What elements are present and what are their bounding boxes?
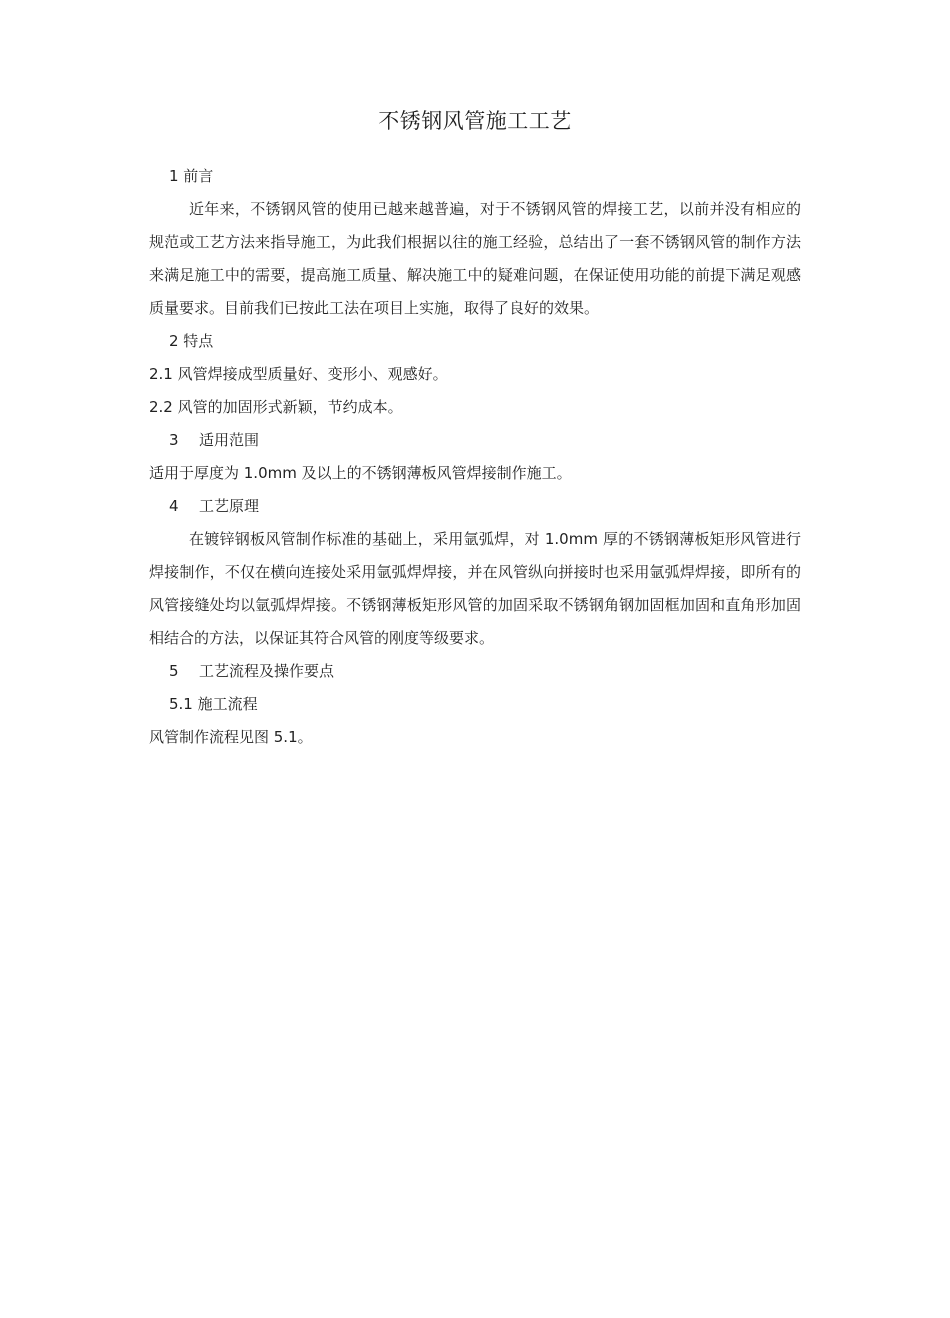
section-4-heading	[149, 490, 801, 523]
section-5-1-paragraph: 风管制作流程见图 5.1。	[149, 728, 313, 746]
section-3-title: 适用范围	[199, 431, 260, 449]
section-3-number: 3	[169, 431, 179, 449]
section-2-item-1: 2.1 风管焊接成型质量好、变形小、观感好。	[149, 365, 448, 383]
section-5-title: 工艺流程及操作要点	[199, 662, 335, 680]
section-4-paragraph: 在镀锌钢板风管制作标准的基础上，采用氩弧焊，对 1.0mm 厚的不锈钢薄板矩形风管进行焊接制作，不仅在横向连接处采用氩弧焊焊接，并在风管纵向拼接时也采用氩弧焊焊接，即所有的风管接缝处均以氩弧焊焊接。不锈钢薄板矩形风管的加固采取不锈钢角钢加固框加固和直角形加固相结合的方法，以保证其符合风管的刚度等级要求。	[149, 530, 801, 647]
section-2-heading: 2 特点	[169, 332, 214, 350]
document-body	[149, 160, 801, 754]
section-3-paragraph: 适用于厚度为 1.0mm 及以上的不锈钢薄板风管焊接制作施工。	[149, 464, 572, 482]
section-4-number: 4	[169, 497, 179, 515]
section-1-heading: 1 前言	[169, 167, 214, 185]
section-2-item-2: 2.2 风管的加固形式新颖，节约成本。	[149, 398, 403, 416]
section-4-title: 工艺原理	[199, 497, 260, 515]
section-5-1-heading: 5.1 施工流程	[169, 695, 258, 713]
section-5-number: 5	[169, 662, 179, 680]
document-title: 不锈钢风管施工工艺	[378, 109, 572, 133]
section-5-heading	[149, 655, 801, 688]
section-3-heading	[149, 424, 801, 457]
section-1-paragraph: 近年来，不锈钢风管的使用已越来越普遍，对于不锈钢风管的焊接工艺，以前并没有相应的规范或工艺方法来指导施工，为此我们根据以往的施工经验，总结出了一套不锈钢风管的制作方法来满足施工中的需要，提高施工质量、解决施工中的疑难问题，在保证使用功能的前提下满足观感质量要求。目前我们已按此工法在项目上实施，取得了良好的效果。	[149, 200, 801, 317]
